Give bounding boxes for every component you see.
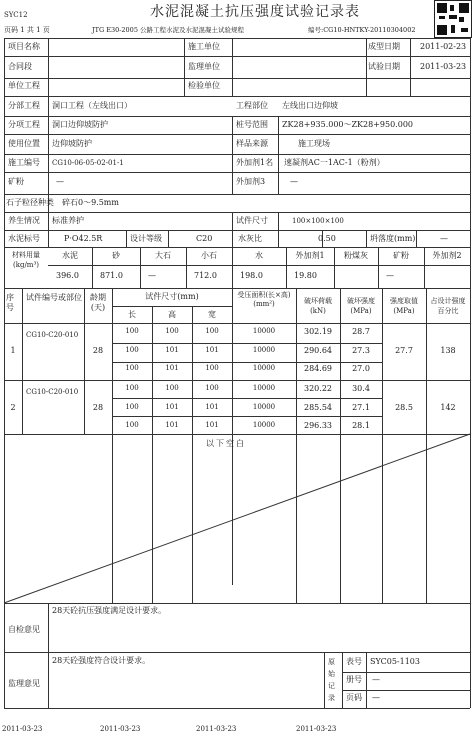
material-value: — [148, 271, 156, 280]
admixture3-label: 外加剂3 [236, 177, 266, 186]
aggregate-value: 碎石0～9.5mm [62, 198, 119, 207]
footer-date-2: 2011-03-23 [100, 725, 141, 733]
col-age-header: 龄期(天) [90, 293, 106, 312]
cement-value: P·O42.5R [64, 234, 103, 243]
standard-ref: JTG E30-2005 公路工程水泥及水泥混凝土试验规程 [92, 26, 245, 34]
group-number: 1 [10, 346, 16, 355]
col-no-header: 序号 [6, 293, 14, 312]
sample-source-value: 施工现场 [298, 139, 330, 148]
cell-width: 101 [205, 402, 219, 411]
col-percent-header: 占设计强度百分比 [430, 297, 466, 315]
self-check-label: 自检意见 [8, 625, 40, 634]
table-no-value: SYC05-1103 [370, 657, 420, 666]
division-label: 分部工程 [8, 101, 40, 110]
sample-source-label: 样品来源 [236, 139, 268, 148]
col-strength-header: 破坏强度(MPa) [347, 297, 375, 315]
inspection-unit-label: 检验单位 [188, 81, 220, 90]
cell-length: 100 [125, 345, 139, 354]
cell-width: 101 [205, 345, 219, 354]
slump-label: 坍落度(mm) [370, 234, 416, 243]
molding-date: 2011-02-23 [420, 42, 467, 51]
material-value: 198.0 [240, 271, 263, 280]
project-name-label: 项目名称 [8, 42, 40, 51]
specimen-id: CG10-C20-010 [26, 331, 79, 339]
station-label: 桩号范围 [236, 120, 268, 129]
representative-strength: 27.7 [395, 346, 413, 355]
cell-area: 10000 [252, 345, 276, 354]
cell-load: 285.54 [304, 402, 332, 412]
materials-label: 材料用量(kg/m³) [12, 251, 40, 269]
cell-area: 10000 [252, 421, 276, 429]
supervision-unit-label: 监理单位 [188, 62, 220, 71]
construction-no-label: 施工编号 [8, 158, 40, 167]
mineral-label: 矿粉 [8, 177, 24, 186]
material-value: 19.80 [294, 271, 317, 280]
supervision-text: 28天砼强度符合设计要求。 [52, 656, 151, 665]
cell-length: 100 [125, 384, 139, 392]
age-days: 28 [92, 403, 104, 412]
material-header: 矿粉 [393, 251, 409, 260]
col-load-header: 破坏荷载(kN) [304, 297, 332, 315]
cell-length: 100 [125, 364, 139, 372]
molding-date-label: 成型日期 [368, 42, 400, 51]
blank-note: 以下空白 [206, 439, 246, 448]
cell-load: 302.19 [304, 327, 332, 336]
footer-date-1: 2011-03-23 [2, 725, 43, 733]
representative-strength: 28.5 [395, 403, 413, 412]
cell-length: 100 [125, 402, 139, 411]
material-header: 小石 [201, 251, 217, 260]
use-location-label: 使用位置 [8, 139, 40, 148]
material-value: — [386, 271, 394, 280]
station-value: ZK28+935.000～ZK28+950.000 [282, 120, 413, 129]
subitem-value: 洞口边仰坡防护 [52, 120, 108, 129]
admixture3-value: — [290, 177, 298, 186]
design-grade-value: C20 [196, 234, 213, 243]
cell-load: 296.33 [304, 421, 332, 430]
specimen-size-value: 100×100×100 [292, 217, 344, 225]
material-header: 水泥 [62, 251, 78, 260]
col-rep-header: 强度取值(MPa) [390, 297, 418, 315]
test-date-label: 试验日期 [368, 62, 400, 71]
cell-height: 101 [165, 402, 179, 411]
cell-load: 290.64 [304, 345, 332, 355]
material-value: 871.0 [100, 271, 123, 280]
cell-strength: 27.1 [352, 402, 370, 412]
page-number: 页码 1 共 1 页 [4, 26, 50, 34]
cell-strength: 27.0 [352, 364, 370, 373]
original-record-label: 原始记录 [328, 658, 335, 702]
cell-load: 320.22 [304, 384, 332, 393]
col-height-header: 高 [168, 310, 176, 319]
page-no-value: — [372, 693, 380, 702]
col-specimen-header: 试件编号或部位 [26, 293, 82, 302]
col-width-header: 宽 [208, 310, 216, 319]
design-percent: 138 [440, 346, 456, 355]
col-length-header: 长 [128, 310, 136, 319]
cell-height: 101 [165, 364, 179, 372]
cell-strength: 28.1 [352, 421, 370, 430]
volume-label: 册号 [346, 675, 362, 684]
admixture1-label: 外加剂1名 [236, 158, 274, 167]
document-number: 编号:CG10-HNTKY-20110304002 [308, 26, 416, 34]
material-header: 水 [255, 251, 263, 260]
construction-no-value: CG10-06-05-02-01-1 [52, 159, 124, 167]
part-value: 左线出口边仰坡 [282, 101, 338, 110]
cell-length: 100 [125, 327, 139, 335]
cell-area: 10000 [252, 364, 276, 372]
use-location-value: 边仰坡防护 [52, 139, 92, 148]
design-grade-label: 设计等级 [130, 234, 162, 243]
col-size-header: 试件尺寸(mm) [145, 292, 199, 301]
material-header: 外加剂1 [295, 251, 325, 260]
cell-height: 101 [165, 421, 179, 429]
cell-strength: 27.3 [352, 345, 370, 355]
subitem-label: 分项工程 [8, 120, 40, 129]
contract-section-label: 合同段 [8, 62, 32, 71]
page-title: 水泥混凝土抗压强度试验记录表 [150, 4, 360, 20]
mineral-value: — [56, 177, 64, 186]
cement-label: 水泥标号 [8, 234, 40, 243]
footer-date-3: 2011-03-23 [196, 725, 237, 733]
material-header: 粉煤灰 [344, 251, 368, 260]
division-value: 洞口工程（左线出口） [52, 101, 132, 110]
cell-height: 100 [165, 327, 179, 335]
admixture1-value: 速凝剂AC一1AC-1（粉剂） [284, 158, 385, 167]
cell-area: 10000 [252, 384, 276, 392]
supervision-label: 监理意见 [8, 679, 40, 688]
cell-height: 101 [165, 345, 179, 354]
material-value: 712.0 [194, 271, 217, 280]
col-area-header: 受压面积(长×高)(mm²) [237, 291, 291, 308]
specimen-id: CG10-C20-010 [26, 388, 79, 396]
cell-strength: 30.4 [352, 384, 370, 393]
material-value: 396.0 [56, 271, 79, 280]
wc-ratio-label: 水灰比 [238, 234, 262, 243]
wc-ratio-value: 0.50 [318, 234, 336, 243]
cell-height: 100 [165, 384, 179, 392]
construction-unit-label: 施工单位 [188, 42, 220, 51]
footer-date-4: 2011-03-23 [296, 725, 337, 733]
slump-value: — [440, 234, 448, 243]
cell-strength: 28.7 [352, 327, 370, 336]
group-number: 2 [10, 403, 16, 412]
self-check-text: 28天砼抗压强度满足设计要求。 [52, 606, 167, 615]
specimen-size-label: 试件尺寸 [236, 216, 268, 225]
design-percent: 142 [440, 403, 456, 412]
volume-value: — [372, 675, 380, 684]
unit-project-label: 单位工程 [8, 81, 40, 90]
cell-area: 10000 [252, 402, 276, 411]
form-code: SYC12 [4, 11, 28, 19]
page-no-label: 页码 [346, 693, 362, 702]
curing-value: 标准养护 [52, 216, 84, 225]
part-label: 工程部位 [236, 101, 268, 110]
age-days: 28 [92, 346, 104, 355]
test-date: 2011-03-23 [420, 62, 467, 71]
aggregate-label: 石子粒径种类 [6, 198, 54, 207]
material-header: 外加剂2 [432, 251, 462, 260]
curing-label: 养生情况 [8, 216, 40, 225]
cell-width: 100 [205, 327, 219, 335]
cell-load: 284.69 [304, 364, 332, 373]
material-header: 砂 [112, 251, 120, 260]
table-no-label: 表号 [346, 657, 362, 666]
material-header: 大石 [155, 251, 171, 260]
cell-width: 100 [205, 384, 219, 392]
cell-width: 100 [205, 364, 219, 372]
cell-area: 10000 [252, 327, 276, 335]
cell-width: 101 [205, 421, 219, 429]
cell-length: 100 [125, 421, 139, 429]
